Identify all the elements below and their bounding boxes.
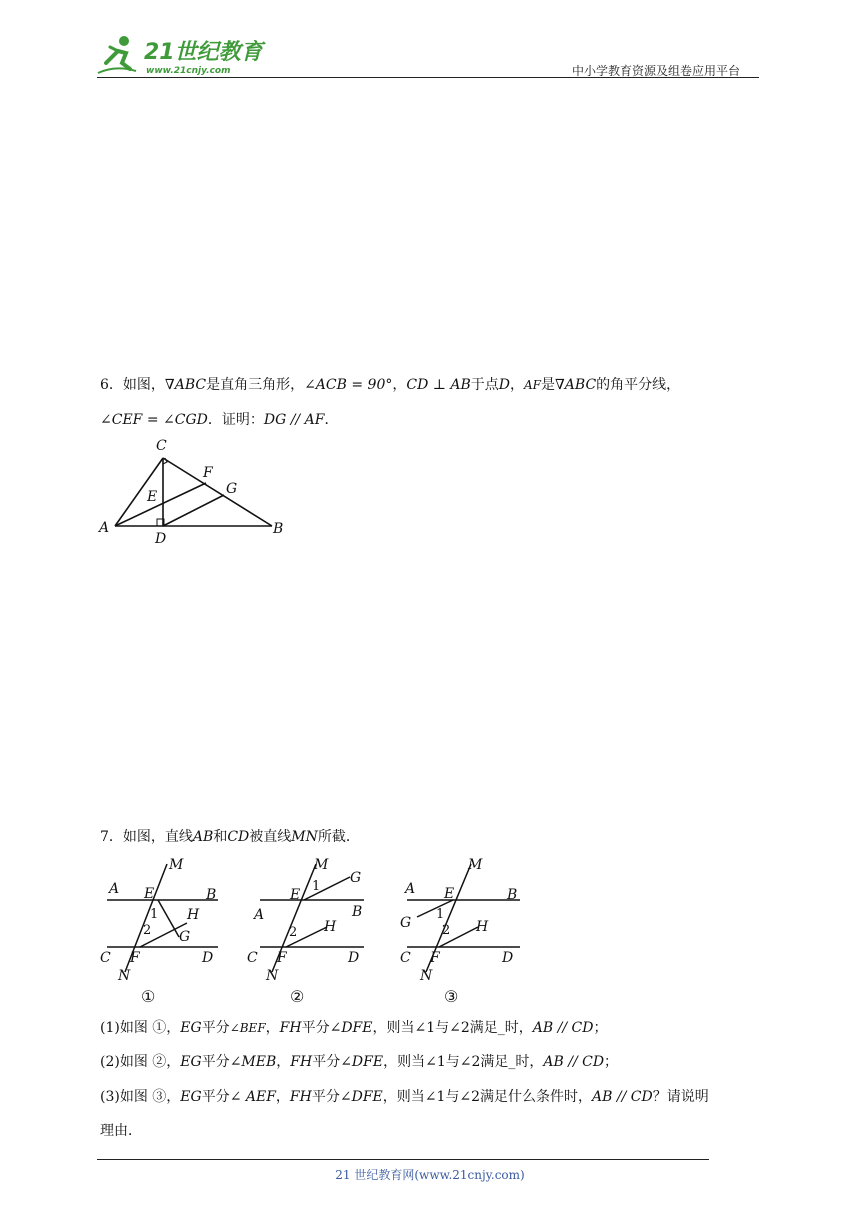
footer-link[interactable]: 21 世纪教育网(www.21cnjy.com) [335, 1168, 525, 1182]
site-name: 中小学教育资源及组卷应用平台 [572, 64, 741, 78]
svg-text:A: A [109, 881, 120, 897]
svg-text:H: H [476, 919, 489, 935]
q7-figure-3 [395, 852, 530, 1007]
q7-stem: 7．如图，直线AB和CD被直线MN所截． [100, 829, 360, 845]
site-logo [96, 33, 266, 77]
svg-text:D: D [502, 950, 514, 966]
svg-text:C: C [100, 950, 111, 966]
q7-part1: (1)如图 ①，EG平分∠BEF，FH平分∠DFE，则当∠1与∠2满足_时，AB // CD； [100, 1020, 608, 1036]
svg-text:B: B [352, 904, 363, 920]
label-A: A [99, 520, 110, 536]
svg-text:M: M [314, 857, 329, 873]
svg-text:N: N [420, 968, 433, 984]
svg-text:B: B [206, 887, 217, 903]
label-C: C [156, 438, 167, 454]
label-E: E [147, 489, 158, 505]
q7-part2: (2)如图 ②，EG平分∠MEB，FH平分∠DFE，则当∠1与∠2满足_时，AB // CD； [100, 1054, 619, 1070]
figure-number-1: ① [141, 987, 156, 1006]
svg-text:H: H [324, 919, 337, 935]
svg-text:B: B [507, 887, 518, 903]
q6-line2: ∠CEF = ∠CGD．证明：DG // AF． [100, 412, 339, 428]
svg-text:A: A [405, 881, 416, 897]
header-divider [97, 77, 759, 78]
logo-text: 21世纪教育 [144, 40, 263, 65]
svg-text:N: N [118, 968, 131, 984]
svg-text:E: E [290, 887, 301, 903]
q7-part3: (3)如图 ③，EG平分∠ AEF，FH平分∠DFE，则当∠1与∠2满足什么条件时，AB // CD？请说明 [100, 1089, 709, 1105]
svg-text:C: C [247, 950, 258, 966]
svg-text:M: M [468, 857, 483, 873]
label-B: B [273, 521, 284, 537]
q6-line1: 6．如图，∇ABC是直角三角形，∠ACB = 90°，CD ⊥ AB于点D，AF是∇ABC的角平分线， [100, 377, 681, 393]
svg-text:2: 2 [442, 923, 451, 938]
q6-figure [95, 435, 295, 550]
runner-icon [98, 36, 136, 73]
svg-text:C: C [400, 950, 411, 966]
logo-url: www.21cnjy.com [146, 66, 231, 76]
footer-divider [97, 1159, 709, 1160]
svg-text:E: E [444, 886, 455, 902]
svg-text:F: F [430, 950, 440, 966]
figure-number-2: ② [290, 987, 305, 1006]
svg-text:N: N [266, 968, 279, 984]
q7-figure-2 [242, 852, 377, 1007]
svg-text:1: 1 [436, 907, 445, 922]
svg-text:E: E [144, 886, 155, 902]
svg-text:2: 2 [289, 925, 298, 940]
label-G: G [226, 481, 238, 497]
label-F: F [203, 465, 213, 481]
svg-text:F: F [277, 950, 287, 966]
label-D: D [155, 531, 167, 547]
svg-text:1: 1 [312, 879, 321, 894]
svg-text:F: F [130, 950, 140, 966]
svg-text:H: H [187, 907, 200, 923]
svg-text:D: D [348, 950, 360, 966]
svg-text:D: D [202, 950, 214, 966]
svg-text:G: G [350, 870, 362, 886]
svg-text:G: G [179, 929, 191, 945]
figure-number-3: ③ [444, 987, 459, 1006]
svg-text:A: A [254, 907, 265, 923]
svg-text:G: G [400, 915, 412, 931]
q7-figure-1 [95, 852, 230, 1007]
svg-text:M: M [169, 857, 184, 873]
svg-text:1: 1 [150, 907, 159, 922]
svg-text:2: 2 [143, 923, 152, 938]
q7-part3-line2: 理由． [100, 1123, 142, 1139]
